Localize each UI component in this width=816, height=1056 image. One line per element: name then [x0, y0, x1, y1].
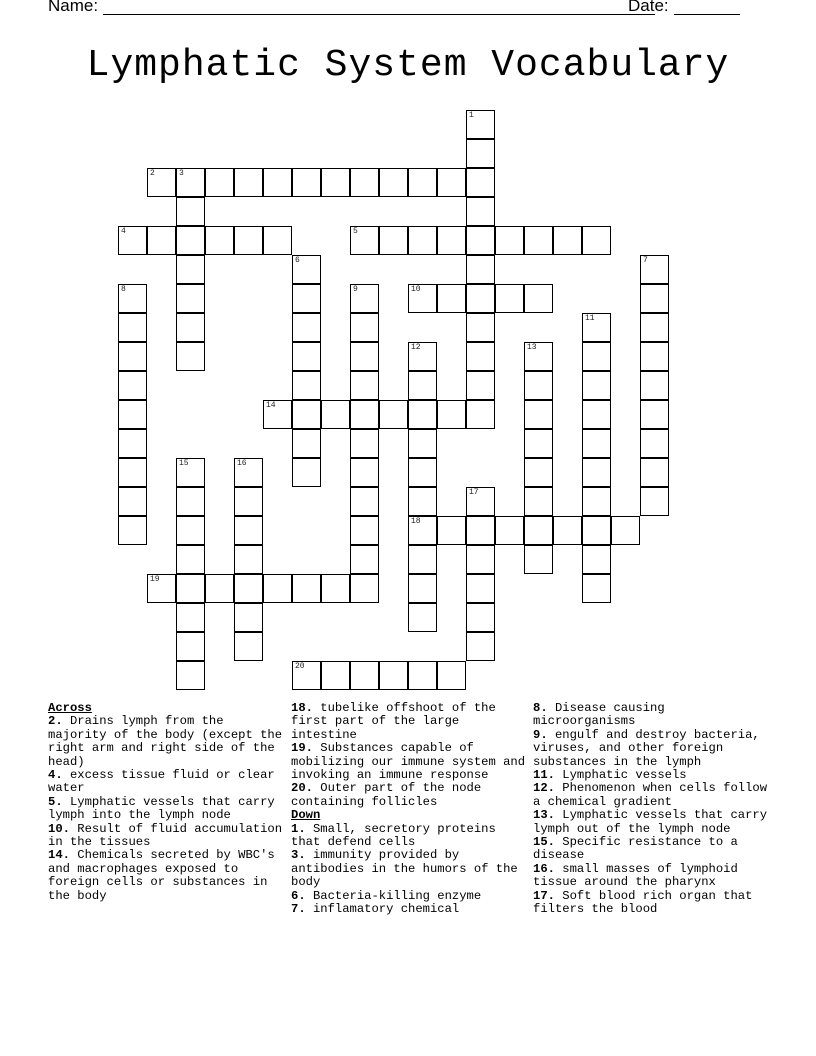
clue-column-3 [533, 702, 769, 917]
clue-number: 16 [237, 459, 247, 468]
crossword-cell[interactable] [118, 226, 147, 255]
clue-number: 13 [527, 343, 537, 352]
clue-number: 9 [353, 285, 358, 294]
clue-number: 8 [121, 285, 126, 294]
crossword-cell[interactable] [640, 342, 669, 371]
crossword-cell[interactable] [118, 342, 147, 371]
crossword-cell[interactable] [321, 574, 350, 603]
clue-text: inflamatory chemical [305, 902, 460, 917]
clue-item [291, 890, 527, 903]
crossword-cell[interactable] [234, 574, 263, 603]
crossword-cell[interactable] [118, 429, 147, 458]
crossword-cell[interactable] [234, 516, 263, 545]
clue-number: 2 [150, 169, 155, 178]
crossword-cell[interactable] [466, 110, 495, 139]
clue-text: Soft blood rich organ that filters the blood [533, 888, 753, 917]
date-label: Date: [628, 0, 669, 15]
crossword-cell[interactable] [350, 545, 379, 574]
clue-number: 11 [585, 314, 595, 323]
crossword-cell[interactable] [408, 603, 437, 632]
crossword-cell[interactable] [582, 574, 611, 603]
clue-text: Substances capable of mobilizing our immune system and invoking an immune response [291, 741, 526, 783]
crossword-cell[interactable] [408, 574, 437, 603]
crossword-cell[interactable] [582, 487, 611, 516]
clue-item [48, 796, 284, 823]
crossword-cell[interactable] [176, 342, 205, 371]
crossword-cell[interactable] [437, 400, 466, 429]
clue-number-label: 13. [533, 808, 555, 823]
clue-number-label: 4. [48, 768, 63, 783]
crossword-cell[interactable] [408, 661, 437, 690]
crossword-cell[interactable] [466, 139, 495, 168]
crossword-cell[interactable] [118, 516, 147, 545]
crossword-cell[interactable] [234, 487, 263, 516]
clue-number: 4 [121, 227, 126, 236]
clue-text: tubelike offshoot of the first part of the large intestine [291, 701, 496, 742]
crossword-cell[interactable] [524, 429, 553, 458]
clue-number: 14 [266, 401, 276, 410]
crossword-cell[interactable] [176, 284, 205, 313]
clue-number-label: 5. [48, 794, 63, 809]
crossword-cell[interactable] [176, 574, 205, 603]
crossword-cell[interactable] [524, 284, 553, 313]
crossword-cell[interactable] [524, 516, 553, 545]
crossword-cell[interactable] [234, 226, 263, 255]
crossword-cell[interactable] [495, 226, 524, 255]
crossword-cell[interactable] [292, 371, 321, 400]
crossword-cell[interactable] [466, 516, 495, 545]
crossword-cell[interactable] [437, 661, 466, 690]
clue-item [533, 863, 769, 890]
crossword-cell[interactable] [640, 284, 669, 313]
crossword-cell[interactable] [466, 371, 495, 400]
crossword-cell[interactable] [321, 400, 350, 429]
down-heading: Down [291, 808, 321, 823]
clue-column-2 [291, 702, 527, 917]
crossword-cell[interactable] [292, 168, 321, 197]
clue-number-label: 15. [533, 835, 555, 850]
crossword-cell[interactable] [234, 603, 263, 632]
crossword-cell[interactable] [495, 516, 524, 545]
crossword-cell[interactable] [524, 226, 553, 255]
clue-number: 15 [179, 459, 189, 468]
clue-number: 19 [150, 575, 160, 584]
crossword-cell[interactable] [205, 168, 234, 197]
crossword-cell[interactable] [176, 458, 205, 487]
crossword-cell[interactable] [466, 342, 495, 371]
crossword-cell[interactable] [118, 284, 147, 313]
clue-number-label: 18. [291, 701, 313, 715]
clue-text: Lymphatic vessels that carry lymph into the lymph node [48, 794, 275, 823]
crossword-cell[interactable] [408, 429, 437, 458]
clue-item [48, 715, 284, 769]
crossword-cell[interactable] [292, 458, 321, 487]
crossword-cell[interactable] [350, 458, 379, 487]
crossword-cell[interactable] [582, 313, 611, 342]
crossword-cell[interactable] [205, 574, 234, 603]
clue-item [291, 823, 527, 850]
clue-number: 5 [353, 227, 358, 236]
clue-text: Result of fluid accumulation in the tissues [48, 821, 283, 850]
clue-number-label: 6. [291, 888, 306, 903]
crossword-cell[interactable] [147, 574, 176, 603]
crossword-cell[interactable] [118, 458, 147, 487]
crossword-cell[interactable] [640, 458, 669, 487]
clue-text: Specific resistance to a disease [533, 835, 738, 863]
clue-text: Lymphatic vessels [554, 768, 687, 783]
clue-number: 17 [469, 488, 479, 497]
crossword-cell[interactable] [147, 226, 176, 255]
clue-item [291, 742, 527, 782]
clue-number: 1 [469, 111, 474, 120]
clue-text: Drains lymph from the majority of the body (except the right arm and right side of the head) [48, 714, 283, 769]
crossword-cell[interactable] [466, 632, 495, 661]
crossword-cell[interactable] [466, 226, 495, 255]
crossword-cell[interactable] [466, 400, 495, 429]
crossword-cell[interactable] [408, 371, 437, 400]
crossword-cell[interactable] [118, 371, 147, 400]
crossword-cell[interactable] [640, 429, 669, 458]
crossword-cell[interactable] [176, 313, 205, 342]
crossword-cell[interactable] [263, 400, 292, 429]
clue-number: 7 [643, 256, 648, 265]
crossword-cell[interactable] [379, 661, 408, 690]
name-label: Name: [48, 0, 99, 15]
crossword-cell[interactable] [205, 226, 234, 255]
crossword-cell[interactable] [292, 284, 321, 313]
clue-number-label: 19. [291, 741, 313, 756]
crossword-cell[interactable] [350, 661, 379, 690]
crossword-cell[interactable] [437, 168, 466, 197]
clue-number-label: 3. [291, 848, 306, 863]
crossword-cell[interactable] [466, 313, 495, 342]
crossword-cell[interactable] [350, 516, 379, 545]
crossword-cell[interactable] [292, 255, 321, 284]
clue-number-label: 12. [533, 781, 555, 796]
crossword-cell[interactable] [640, 487, 669, 516]
clue-number: 20 [295, 662, 305, 671]
crossword-cell[interactable] [234, 168, 263, 197]
across-heading: Across [48, 701, 92, 715]
crossword-cell[interactable] [408, 284, 437, 313]
clue-number: 18 [411, 517, 421, 526]
crossword-cell[interactable] [379, 168, 408, 197]
crossword-cell[interactable] [350, 342, 379, 371]
crossword-cell[interactable] [524, 371, 553, 400]
crossword-cell[interactable] [553, 516, 582, 545]
crossword-cell[interactable] [524, 545, 553, 574]
crossword-cell[interactable] [176, 603, 205, 632]
crossword-cell[interactable] [408, 487, 437, 516]
clue-item [291, 903, 527, 916]
crossword-cell[interactable] [234, 545, 263, 574]
clue-number: 12 [411, 343, 421, 352]
crossword-cell[interactable] [292, 313, 321, 342]
clue-number-label: 9. [533, 727, 548, 742]
crossword-cell[interactable] [466, 168, 495, 197]
clue-number: 3 [179, 169, 184, 178]
crossword-cell[interactable] [640, 255, 669, 284]
crossword-cell[interactable] [118, 313, 147, 342]
crossword-cell[interactable] [350, 226, 379, 255]
crossword-cell[interactable] [466, 487, 495, 516]
clue-number-label: 11. [533, 768, 555, 783]
clue-text: Disease causing microorganisms [533, 701, 665, 729]
clue-number-label: 1. [291, 821, 306, 836]
crossword-cell[interactable] [466, 284, 495, 313]
crossword-cell[interactable] [524, 458, 553, 487]
clue-number-label: 7. [291, 902, 306, 917]
clue-number-label: 16. [533, 861, 555, 876]
clue-item [533, 729, 769, 769]
crossword-cell[interactable] [263, 574, 292, 603]
clue-item [291, 702, 527, 742]
crossword-cell[interactable] [350, 400, 379, 429]
crossword-cell[interactable] [524, 487, 553, 516]
clue-column-1 [48, 702, 284, 903]
crossword-cell[interactable] [292, 574, 321, 603]
crossword-cell[interactable] [176, 516, 205, 545]
clue-number: 10 [411, 285, 421, 294]
crossword-cell[interactable] [582, 342, 611, 371]
crossword-cell[interactable] [118, 400, 147, 429]
crossword-cell[interactable] [466, 603, 495, 632]
crossword-cell[interactable] [118, 487, 147, 516]
crossword-cell[interactable] [408, 400, 437, 429]
crossword-cell[interactable] [176, 632, 205, 661]
clue-text: excess tissue fluid or clear water [48, 768, 275, 796]
crossword-cell[interactable] [582, 458, 611, 487]
crossword-cell[interactable] [408, 545, 437, 574]
crossword-cell[interactable] [321, 168, 350, 197]
crossword-cell[interactable] [582, 400, 611, 429]
crossword-cell[interactable] [437, 226, 466, 255]
clue-item [291, 782, 527, 809]
crossword-cell[interactable] [524, 342, 553, 371]
crossword-cell[interactable] [350, 284, 379, 313]
crossword-cell[interactable] [408, 226, 437, 255]
clue-item [48, 849, 284, 903]
clue-number-label: 2. [48, 714, 63, 729]
crossword-cell[interactable] [292, 429, 321, 458]
clue-text: Lymphatic vessels that carry lymph out of the lymph node [533, 808, 768, 836]
clue-text: Small, secretory proteins that defend cells [291, 821, 496, 850]
crossword-cell[interactable] [408, 342, 437, 371]
crossword-cell[interactable] [176, 197, 205, 226]
clue-text: immunity provided by antibodies in the humors of the body [291, 848, 518, 890]
crossword-cell[interactable] [582, 429, 611, 458]
clue-number-label: 10. [48, 821, 70, 836]
clue-item [533, 702, 769, 729]
clue-item [48, 769, 284, 796]
crossword-cell[interactable] [408, 516, 437, 545]
clue-item [48, 823, 284, 850]
crossword-cell[interactable] [640, 371, 669, 400]
crossword-cell[interactable] [350, 313, 379, 342]
crossword-cell[interactable] [408, 458, 437, 487]
crossword-cell[interactable] [176, 168, 205, 197]
crossword-cell[interactable] [611, 516, 640, 545]
crossword-cell[interactable] [379, 400, 408, 429]
crossword-cell[interactable] [234, 632, 263, 661]
clue-text: engulf and destroy bacteria, viruses, and other foreign substances in the lymph [533, 727, 760, 769]
crossword-cell[interactable] [582, 226, 611, 255]
crossword-cell[interactable] [263, 226, 292, 255]
clue-number-label: 20. [291, 781, 313, 796]
crossword-cell[interactable] [176, 226, 205, 255]
clue-number-label: 14. [48, 848, 70, 863]
crossword-cell[interactable] [640, 313, 669, 342]
crossword-cell[interactable] [466, 574, 495, 603]
crossword-cell[interactable] [524, 400, 553, 429]
crossword-cell[interactable] [582, 371, 611, 400]
crossword-cell[interactable] [350, 168, 379, 197]
crossword-cell[interactable] [640, 400, 669, 429]
crossword-cell[interactable] [234, 458, 263, 487]
clue-text: Bacteria-killing enzyme [305, 888, 482, 903]
crossword-cell[interactable] [176, 487, 205, 516]
crossword-cell[interactable] [176, 661, 205, 690]
crossword-cell[interactable] [147, 168, 176, 197]
crossword-cell[interactable] [350, 574, 379, 603]
crossword-cell[interactable] [292, 400, 321, 429]
crossword-cell[interactable] [466, 255, 495, 284]
crossword-cell[interactable] [350, 371, 379, 400]
crossword-cell[interactable] [379, 226, 408, 255]
clue-item [533, 782, 769, 809]
crossword-cell[interactable] [408, 168, 437, 197]
crossword-cell[interactable] [553, 226, 582, 255]
clue-item [533, 836, 769, 863]
crossword-cell[interactable] [495, 284, 524, 313]
crossword-cell[interactable] [176, 545, 205, 574]
crossword-cell[interactable] [176, 255, 205, 284]
crossword-cell[interactable] [582, 516, 611, 545]
crossword-cell[interactable] [350, 429, 379, 458]
crossword-cell[interactable] [292, 661, 321, 690]
clue-number: 6 [295, 256, 300, 265]
crossword-cell[interactable] [466, 197, 495, 226]
crossword-cell[interactable] [292, 342, 321, 371]
crossword-cell[interactable] [437, 284, 466, 313]
crossword-cell[interactable] [350, 487, 379, 516]
clue-item [291, 849, 527, 889]
crossword-cell[interactable] [582, 545, 611, 574]
crossword-cell[interactable] [321, 661, 350, 690]
clue-item [533, 769, 769, 782]
clue-text: Phenomenon when cells follow a chemical gradient [533, 781, 768, 809]
clue-text: small masses of lymphoid tissue around the pharynx [533, 861, 738, 890]
clue-number-label: 8. [533, 701, 548, 715]
clue-number-label: 17. [533, 888, 555, 903]
clue-item [533, 809, 769, 836]
clue-text: Outer part of the node containing follicles [291, 781, 482, 809]
page-title: Lymphatic System Vocabulary [86, 44, 730, 87]
clue-text: Chemicals secreted by WBC's and macrophages exposed to foreign cells or substances in the body [48, 848, 275, 903]
crossword-cell[interactable] [437, 516, 466, 545]
crossword-cell[interactable] [466, 545, 495, 574]
crossword-cell[interactable] [263, 168, 292, 197]
clue-item [533, 890, 769, 917]
